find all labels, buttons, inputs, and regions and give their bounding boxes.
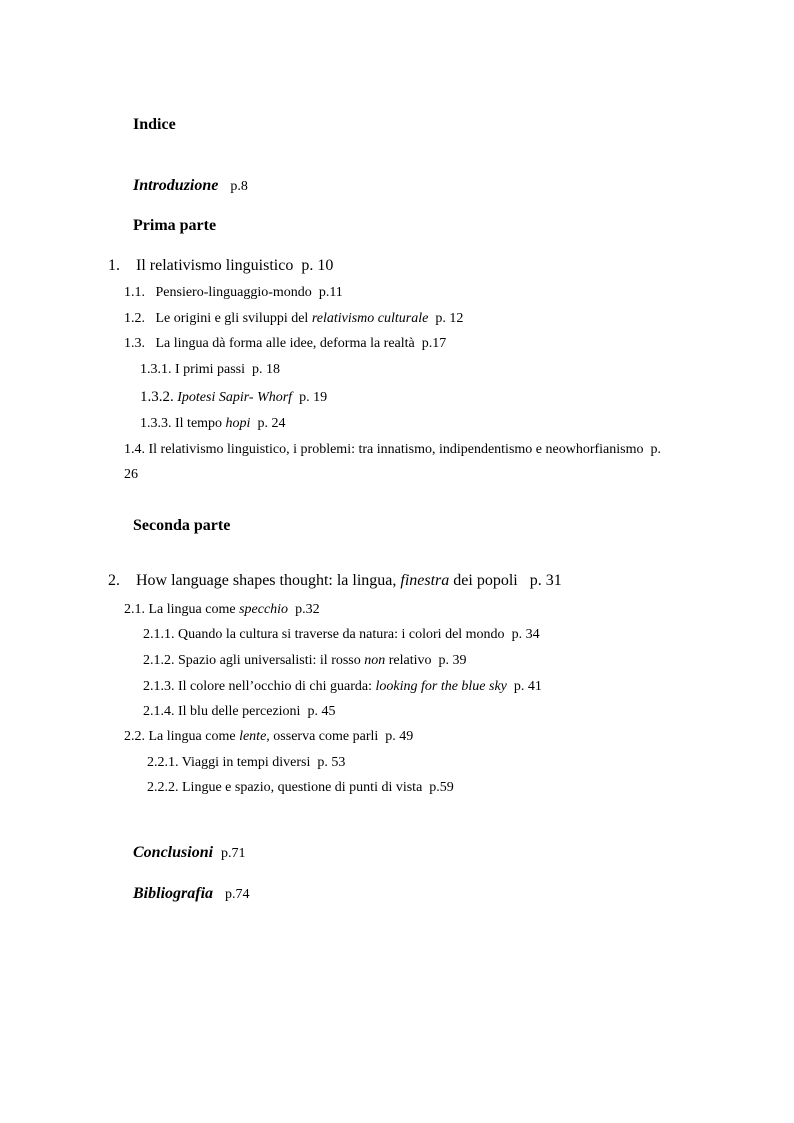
- entry-page: p.32: [295, 602, 320, 617]
- toc-entry-1-3: [124, 335, 446, 353]
- entry-page: p. 10: [301, 257, 334, 274]
- toc-entry-ch1: [108, 256, 333, 276]
- entry-number: 1.3.2.: [140, 389, 174, 405]
- toc-entry-1-2: [124, 310, 463, 328]
- entry-number: 1.4.: [124, 442, 145, 457]
- entry-title: Le origini e gli sviluppi del: [155, 311, 309, 326]
- entry-title-italic: finestra: [400, 572, 450, 589]
- entry-title: Il tempo: [175, 416, 223, 431]
- entry-page: p. 19: [299, 390, 328, 405]
- toc-entry-2-1-2: [143, 652, 467, 670]
- entry-title-post: dei popoli: [453, 572, 518, 589]
- entry-page: p.59: [429, 780, 454, 795]
- entry-page: p. 12: [435, 311, 464, 326]
- entry-title: Lingue e spazio, questione di punti di vista: [182, 780, 423, 795]
- entry-label: Bibliografia: [133, 885, 214, 902]
- entry-title: Pensiero-linguaggio-mondo: [155, 285, 312, 300]
- toc-entry-conclusioni: [133, 843, 246, 864]
- entry-number: 1.3.1.: [140, 362, 172, 377]
- entry-number: 2.1.4.: [143, 704, 175, 719]
- toc-entry-2-2: [124, 728, 413, 746]
- entry-page: p. 31: [529, 572, 562, 589]
- entry-page: p. 45: [307, 704, 336, 719]
- entry-number: 2.: [108, 572, 120, 589]
- entry-title: How language shapes thought: la lingua,: [136, 572, 397, 589]
- toc-entry-1-4: [124, 441, 661, 459]
- entry-title: La lingua come: [148, 602, 236, 617]
- toc-entry-1-3-2: [140, 388, 327, 407]
- entry-title: Il colore nell’occhio di chi guarda:: [178, 679, 372, 694]
- entry-page: p.74: [225, 887, 250, 902]
- entry-title: Viaggi in tempi diversi: [181, 755, 311, 770]
- entry-page: p.8: [230, 179, 248, 194]
- toc-entry-ch2: [108, 571, 562, 591]
- toc-entry-2-2-2: [147, 779, 454, 797]
- toc-entry-2-2-1: [147, 754, 345, 772]
- entry-title: La lingua come: [148, 729, 236, 744]
- entry-page: p. 18: [252, 362, 280, 377]
- entry-number: 1.: [108, 257, 120, 274]
- entry-title-italic: lente: [239, 729, 267, 744]
- entry-title-post: relativo: [388, 653, 432, 668]
- entry-number: 2.2.: [124, 729, 145, 744]
- entry-number: 2.1.2.: [143, 653, 175, 668]
- part-heading-2: Seconda parte: [133, 517, 231, 534]
- entry-page: p. 53: [317, 755, 346, 770]
- entry-number: 2.1.3.: [143, 679, 175, 694]
- entry-title: Il relativismo linguistico, i problemi: tra innatismo, indipendentismo e neowhorfianismo: [148, 442, 644, 457]
- entry-number: 1.2.: [124, 311, 145, 326]
- entry-title-italic: hopi: [225, 416, 251, 431]
- entry-title-italic: specchio: [239, 602, 289, 617]
- entry-page: p.11: [318, 285, 343, 300]
- toc-entry-1-1: [124, 284, 343, 302]
- entry-number: 1.3.: [124, 336, 145, 351]
- toc-entry-bibliografia: [133, 884, 250, 905]
- entry-title: Il relativismo linguistico: [136, 257, 294, 274]
- toc-entry-2-1-4: [143, 703, 335, 721]
- entry-number: 2.1.1.: [143, 627, 175, 642]
- part-heading-1: Prima parte: [133, 217, 217, 234]
- entry-page: p. 41: [513, 679, 542, 694]
- entry-title-italic: non: [364, 653, 386, 668]
- entry-number: 2.1.: [124, 602, 145, 617]
- toc-entry-1-3-3: [140, 415, 285, 433]
- entry-number: 1.1.: [124, 285, 145, 300]
- toc-entry-introduzione: [133, 176, 248, 197]
- toc-entry-2-1-1: [143, 626, 540, 644]
- entry-label: Introduzione: [133, 177, 219, 194]
- entry-page: p.: [650, 442, 661, 457]
- entry-page: p. 34: [511, 627, 540, 642]
- entry-number: 1.3.3.: [140, 416, 172, 431]
- toc-entry-2-1: [124, 601, 320, 619]
- entry-page: p.17: [421, 336, 447, 351]
- toc-title: Indice: [133, 116, 176, 133]
- entry-page: p. 39: [438, 653, 467, 668]
- entry-title: Il blu delle percezioni: [178, 704, 301, 719]
- toc-entry-2-1-3: [143, 678, 542, 696]
- entry-title-italic: Ipotesi Sapir- Whorf: [177, 390, 293, 405]
- entry-label: Conclusioni: [133, 844, 214, 861]
- entry-title-italic: relativismo culturale: [311, 311, 429, 326]
- entry-title: Quando la cultura si traverse da natura: i colori del mondo: [178, 627, 505, 642]
- toc-entry-1-3-1: [140, 361, 280, 379]
- entry-title: Spazio agli universalisti: il rosso: [178, 653, 361, 668]
- entry-title: I primi passi: [175, 362, 245, 377]
- entry-page: p. 49: [385, 729, 414, 744]
- entry-number: 2.2.1.: [147, 755, 179, 770]
- toc-entry-1-4-page: 26: [124, 467, 138, 482]
- entry-title-post: , osserva come parli: [266, 729, 379, 744]
- entry-page: p. 24: [257, 416, 286, 431]
- entry-title: La lingua dà forma alle idee, deforma la realtà: [155, 336, 415, 351]
- entry-number: 2.2.2.: [147, 780, 179, 795]
- entry-title-italic: looking for the blue sky: [375, 679, 507, 694]
- entry-page: p.71: [221, 846, 246, 861]
